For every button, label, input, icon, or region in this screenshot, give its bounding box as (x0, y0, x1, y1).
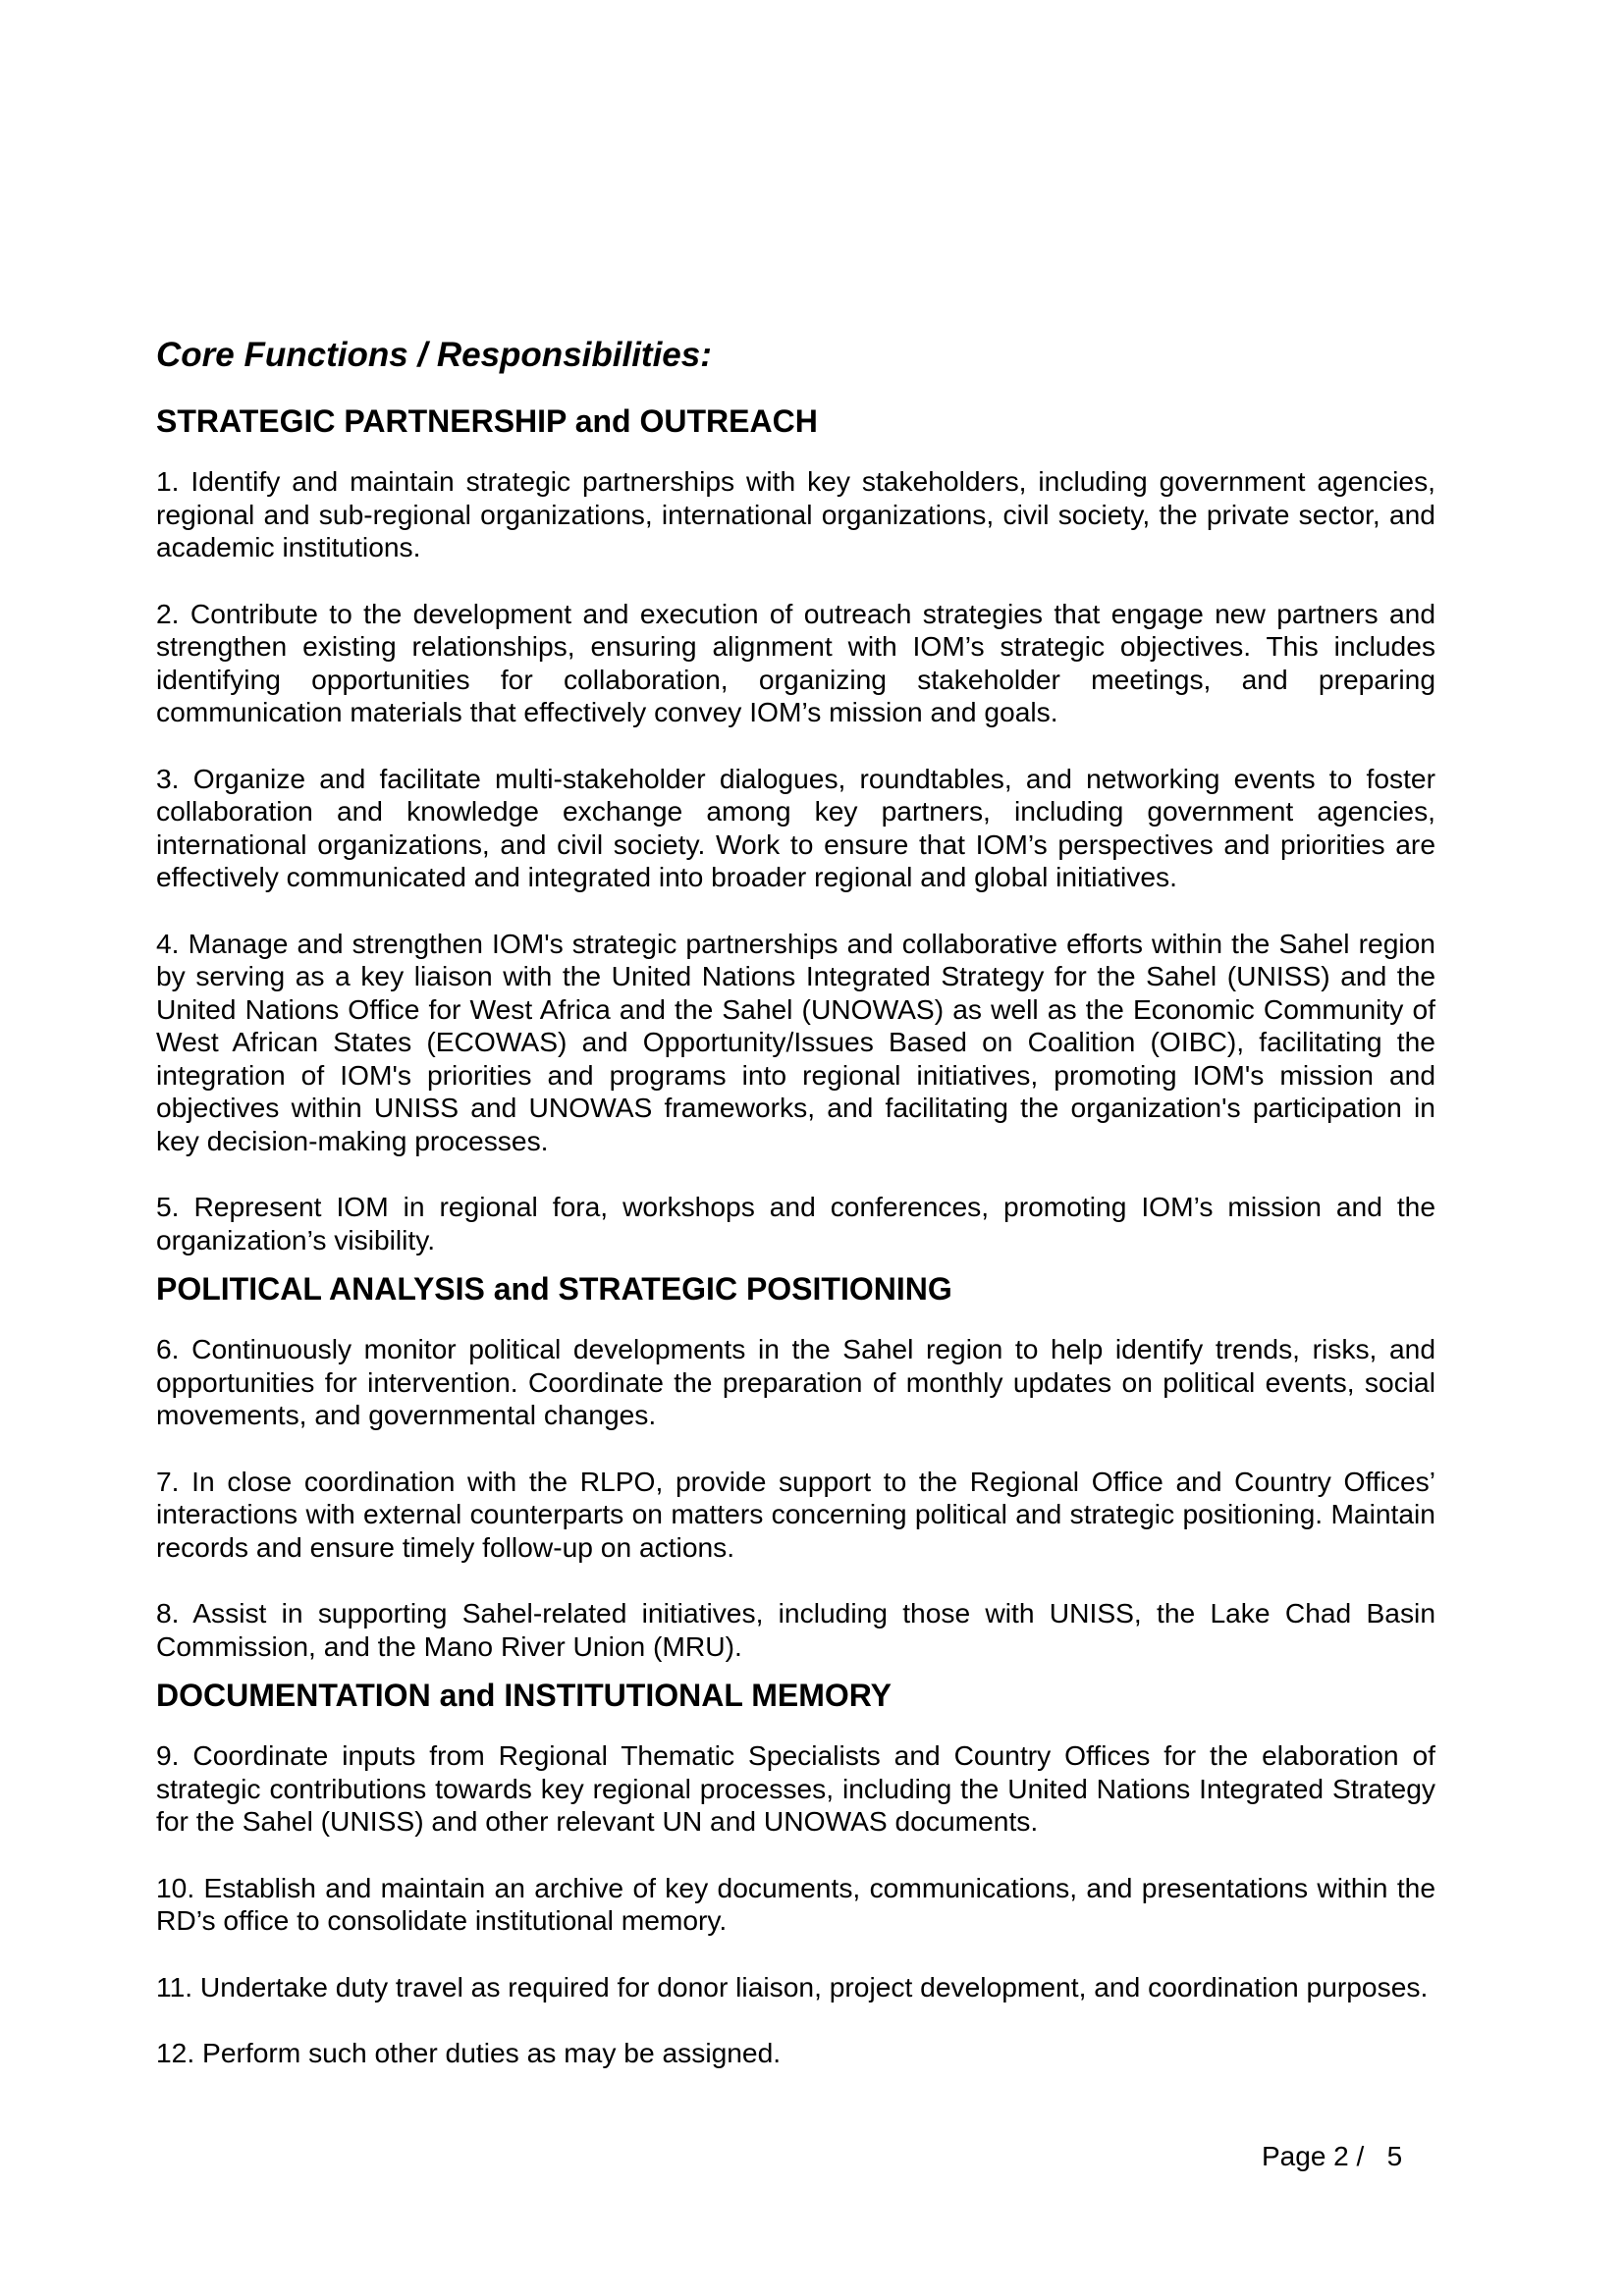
responsibility-item-12: 12. Perform such other duties as may be assigned. (156, 2037, 782, 2068)
section-heading: POLITICAL ANALYSIS and STRATEGIC POSITIONING (156, 1271, 952, 1307)
responsibility-item-9: 9. Coordinate inputs from Regional Thematic Specialists and Country Offices for the elaboration of strategic contributions towards key regional processes, including the United Nations Integrated Strategy for the Sahel (UNISS) and other relevant UN and UNOWAS documents. (156, 1739, 1435, 1837)
responsibility-item-1: 1. Identify and maintain strategic partnerships with key stakeholders, including government agencies, regional and sub-regional organizations, international organizations, civil society, the private sector, and academic institutions. (156, 465, 1435, 562)
section-documentation (156, 1677, 1435, 2070)
responsibility-item-6: 6. Continuously monitor political developments in the Sahel region to help identify trends, risks, and opportunities for intervention. Coordinate the preparation of monthly updates on political events, social movements, and governmental changes. (156, 1333, 1435, 1430)
section-heading: DOCUMENTATION and INSTITUTIONAL MEMORY (156, 1678, 892, 1713)
responsibility-item-8: 8. Assist in supporting Sahel-related initiatives, including those with UNISS, the Lake Chad Basin Commission, and the Mano River Union (MRU). (156, 1597, 1435, 1662)
section-political-analysis (156, 1270, 1435, 1663)
section-strategic-partnership (156, 402, 1435, 1256)
responsibility-item-10: 10. Establish and maintain an archive of key documents, communications, and presentations within the RD’s office to consolidate institutional memory. (156, 1871, 1435, 1936)
responsibility-item-5: 5. Represent IOM in regional fora, workshops and conferences, promoting IOM’s mission and the organization’s visibility. (156, 1191, 1435, 1255)
responsibility-item-7: 7. In close coordination with the RLPO, provide support to the Regional Office and Country Offices’ interactions with external counterparts on matters concerning political and strategic positioning. Maintain records and ensure timely follow-up on actions. (156, 1465, 1435, 1563)
document-page (156, 336, 1435, 2070)
section-heading: STRATEGIC PARTNERSHIP and OUTREACH (156, 403, 818, 439)
page-title: Core Functions / Responsibilities: (156, 336, 712, 374)
responsibility-item-3: 3. Organize and facilitate multi-stakeholder dialogues, roundtables, and networking events to foster collaboration and knowledge exchange among key partners, including government agencies, international organizations, and civil society. Work to ensure that IOM’s perspectives and priorities are effectively communicated and integrated into broader regional and global initiatives. (156, 762, 1435, 892)
responsibility-item-4: 4. Manage and strengthen IOM's strategic partnerships and collaborative efforts within the Sahel region by serving as a key liaison with the United Nations Integrated Strategy for the Sahel (UNISS) and the United Nations Office for West Africa and the Sahel (UNOWAS) as well as the Economic Community of West African States (ECOWAS) and Opportunity/Issues Based on Coalition (OIBC), facilitating the integration of IOM's priorities and programs into regional initiatives, promoting IOM's mission and objectives within UNISS and UNOWAS frameworks, and facilitating the organization's participation in key decision-making processes. (156, 927, 1435, 1156)
page-number: Page 2 / 5 (1262, 2141, 1403, 2171)
responsibility-item-11: 11. Undertake duty travel as required for donor liaison, project development, and coordination purposes. (156, 1970, 1429, 2002)
responsibility-item-2: 2. Contribute to the development and execution of outreach strategies that engage new partners and strengthen existing relationships, ensuring alignment with IOM’s strategic objectives. This includes identifying opportunities for collaboration, organizing stakeholder meetings, and preparing communication materials that effectively convey IOM’s mission and goals. (156, 597, 1435, 727)
